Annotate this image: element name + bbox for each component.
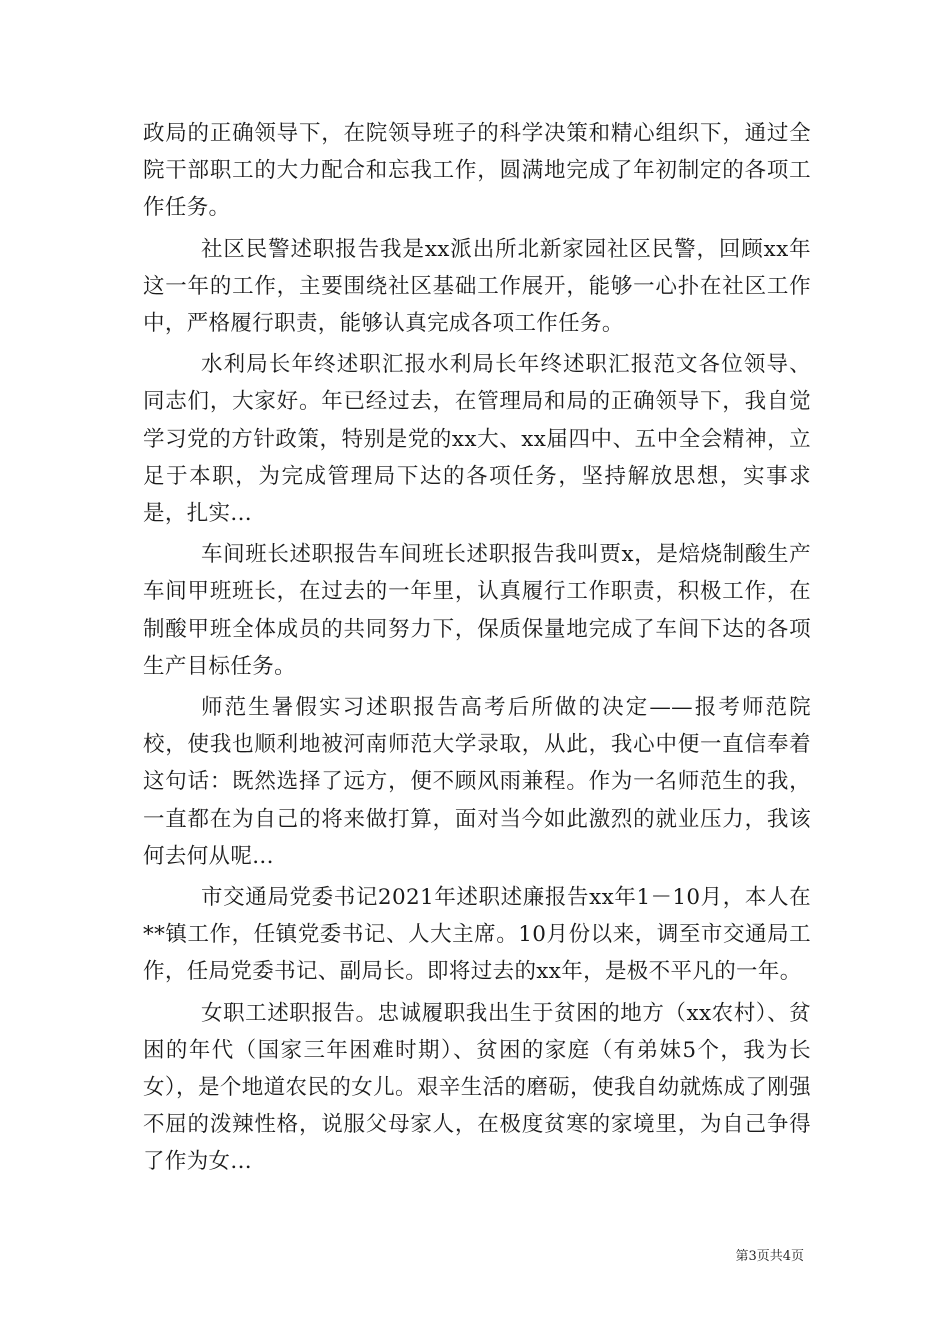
paragraph-1: 政局的正确领导下，在院领导班子的科学决策和精心组织下，通过全院干部职工的大力配合和忘我工作，圆满地完成了年初制定的各项工作任务。 <box>143 121 811 221</box>
page-number-footer: 第3页共4页 <box>735 1249 804 1264</box>
paragraph-7: 女职工述职报告。忠诚履职我出生于贫困的地方（xx农村）、贫困的年代（国家三年困难时期）、贫困的家庭（有弟妹5个，我为长女），是个地道农民的女儿。艰辛生活的磨砺，使我自幼就炼成了刚强不屈的泼辣性格，说服父母家人，在极度贫寒的家境里，为自己争得了作为女... <box>143 1000 811 1175</box>
paragraph-3: 水利局长年终述职汇报水利局长年终述职汇报范文各位领导、同志们，大家好。年已经过去，在管理局和局的正确领导下，我自觉学习党的方针政策，特别是党的xx大、xx届四中、五中全会精神，立足于本职，为完成管理局下达的各项任务，坚持解放思想，实事求是，扎实... <box>143 352 811 527</box>
paragraph-2: 社区民警述职报告我是xx派出所北新家园社区民警，回顾xx年这一年的工作，主要围绕社区基础工作展开，能够一心扑在社区工作中，严格履行职责，能够认真完成各项工作任务。 <box>143 236 811 337</box>
paragraph-4: 车间班长述职报告车间班长述职报告我叫贾x，是焙烧制酸生产车间甲班班长，在过去的一年里，认真履行工作职责，积极工作，在制酸甲班全体成员的共同努力下，保质保量地完成了车间下达的各项生产目标任务。 <box>143 542 811 679</box>
document-body <box>143 115 811 1185</box>
paragraph-6: 市交通局党委书记2021年述职述廉报告xx年1－10月，本人在**镇工作，任镇党委书记、人大主席。10月份以来，调至市交通局工作，任局党委书记、副局长。即将过去的xx年，是极不平凡的一年。 <box>143 885 811 985</box>
paragraph-5: 师范生暑假实习述职报告高考后所做的决定——报考师范院校，使我也顺利地被河南师范大学录取，从此，我心中便一直信奉着这句话：既然选择了远方，便不顾风雨兼程。作为一名师范生的我，一直都在为自己的将来做打算，面对当今如此激烈的就业压力，我该何去何从呢... <box>143 695 811 869</box>
